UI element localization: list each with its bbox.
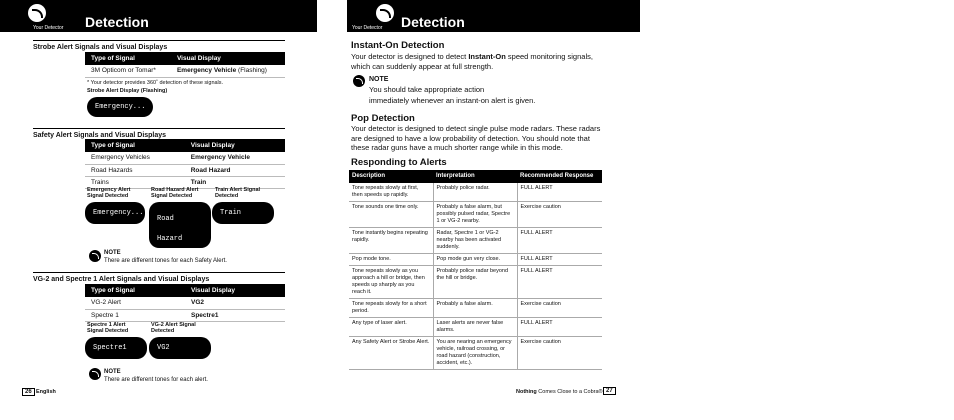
cell: Emergency Vehicles	[85, 152, 185, 164]
page-title: Detection	[401, 14, 465, 30]
col-header: Description	[349, 170, 433, 183]
strobe-display: Emergency...	[87, 97, 153, 117]
table-row	[349, 202, 602, 228]
footer-bold: Nothing	[516, 389, 537, 395]
note-heading: NOTE	[104, 250, 121, 256]
instant-on-body	[351, 52, 606, 71]
cell-bold: Road Hazard	[190, 166, 231, 174]
table-cell: Exercise caution	[517, 202, 602, 228]
table-cell: Tone repeats slowly at first, then speeds up rapidly.	[349, 183, 433, 202]
display-label: Road Hazard Alert Signal Detected	[151, 187, 199, 199]
display-label: Train Alert Signal Detected	[215, 187, 261, 199]
table-row	[349, 254, 602, 266]
table-cell: Pop mode tone.	[349, 254, 433, 266]
cell	[171, 65, 285, 77]
table-cell: FULL ALERT	[517, 228, 602, 254]
left-header	[0, 0, 317, 32]
safety-table	[85, 139, 285, 189]
table-row	[85, 164, 285, 176]
table-cell: Tone repeats slowly as you approach a hill or bridge, then speeds up sharply as you reach it.	[349, 266, 433, 299]
header-subtitle: Your Detector	[352, 25, 383, 31]
col-header: Type of Signal	[85, 52, 171, 65]
responding-title: Responding to Alerts	[351, 157, 447, 168]
road-hazard-display	[149, 202, 211, 248]
table-row	[349, 299, 602, 318]
col-header: Type of Signal	[85, 139, 185, 152]
page-number: 26	[22, 388, 35, 396]
vg2-section-title: VG-2 and Spectre 1 Alert Signals and Visual Displays	[33, 272, 285, 283]
cell	[185, 297, 285, 309]
table-row	[85, 152, 285, 164]
col-header: Visual Display	[185, 139, 285, 152]
table-row	[349, 228, 602, 254]
note-heading: NOTE	[104, 369, 121, 375]
instant-on-title: Instant-On Detection	[351, 40, 445, 51]
table-cell: Probably a false alarm.	[433, 299, 517, 318]
note-body: You should take appropriate action	[369, 85, 485, 94]
right-header	[347, 0, 640, 32]
cell-extra: (Flashing)	[236, 67, 267, 75]
text: speed monitoring signals, which can suddenly appear at full strength.	[351, 52, 593, 71]
pop-body: Your detector is designed to detect single pulse mode radars. These radars are designed to have a low probability of detection. You should note that these radar guns have a much shorter range while in this mode.	[351, 124, 601, 152]
header-subtitle: Your Detector	[33, 25, 64, 31]
note-body: There are different tones for each alert.	[104, 377, 208, 383]
strobe-display-label: Strobe Alert Display (Flashing)	[87, 88, 168, 94]
table-cell: Exercise caution	[517, 299, 602, 318]
table-row	[349, 266, 602, 299]
table-cell: FULL ALERT	[517, 318, 602, 337]
footer-language: English	[36, 389, 56, 395]
table-cell: Probably police radar.	[433, 183, 517, 202]
cell	[185, 164, 285, 176]
cell: Road Hazards	[85, 164, 185, 176]
note-body: There are different tones for each Safety Alert.	[104, 258, 227, 264]
cell-bold: Emergency Vehicle	[190, 154, 250, 162]
col-header: Visual Display	[171, 52, 285, 65]
note-icon	[89, 250, 101, 262]
text-bold: Instant-On	[468, 52, 506, 61]
table-cell: Any Safety Alert or Strobe Alert.	[349, 337, 433, 370]
footer-tagline	[516, 389, 603, 395]
cell-bold: Emergency Vehicle	[176, 67, 237, 75]
col-header: Recommended Response	[517, 170, 602, 183]
response-table	[349, 170, 602, 370]
vg2-table	[85, 284, 285, 322]
col-header: Visual Display	[185, 284, 285, 297]
page-number: 27	[603, 387, 616, 395]
table-cell: Exercise caution	[517, 337, 602, 370]
display-line: Road	[157, 215, 174, 223]
table-cell: Tone instantly begins repeating rapidly.	[349, 228, 433, 254]
cell	[185, 309, 285, 321]
display-label: Emergency Alert Signal Detected	[87, 187, 131, 199]
display-line: Hazard	[157, 235, 183, 243]
table-cell: FULL ALERT	[517, 266, 602, 299]
cell: Spectre 1	[85, 309, 185, 321]
table-cell: FULL ALERT	[517, 254, 602, 266]
strobe-table	[85, 52, 285, 78]
text: Your detector is designed to detect	[351, 52, 469, 61]
cell-bold: Spectre1	[190, 311, 219, 319]
note-icon	[89, 368, 101, 380]
page-title: Detection	[85, 14, 149, 30]
table-row	[85, 65, 285, 77]
note-body: immediately whenever an instant-on alert is given.	[369, 96, 536, 105]
cobra-logo-icon	[376, 4, 394, 22]
vg2-display: VG2	[149, 337, 211, 359]
table-row	[85, 309, 285, 321]
strobe-footnote: * Your detector provides 360˚ detection of these signals.	[87, 80, 224, 86]
table-cell: You are nearing an emergency vehicle, railroad crossing, or road hazard (construction, accident, etc.).	[433, 337, 517, 370]
table-cell: Probably a false alarm, but possibly pulsed radar, Spectre 1 or VG-2 nearby.	[433, 202, 517, 228]
table-cell: Tone sounds one time only.	[349, 202, 433, 228]
pop-title: Pop Detection	[351, 113, 415, 124]
cell: Trains	[85, 176, 185, 188]
table-cell: Tone repeats slowly for a short period.	[349, 299, 433, 318]
col-header: Type of Signal	[85, 284, 185, 297]
cell: 3M Opticom or Tomar*	[85, 65, 171, 77]
col-header: Interpretation	[433, 170, 517, 183]
emergency-display: Emergency...	[85, 202, 145, 224]
table-cell: Pop mode gun very close.	[433, 254, 517, 266]
spectre1-display: Spectre1	[85, 337, 147, 359]
table-cell: Laser alerts are never false alarms.	[433, 318, 517, 337]
cell-bold: Train	[190, 178, 207, 186]
note-heading: NOTE	[369, 76, 389, 83]
train-display: Train	[212, 202, 274, 224]
display-label: VG-2 Alert Signal Detected	[151, 322, 196, 334]
table-cell: Probably police radar beyond the hill or bridge.	[433, 266, 517, 299]
cell	[185, 152, 285, 164]
table-cell: Radar, Spectre 1 or VG-2 nearby has been activated suddenly.	[433, 228, 517, 254]
cobra-logo-icon	[28, 4, 46, 22]
table-row	[349, 318, 602, 337]
strobe-section-title: Strobe Alert Signals and Visual Displays	[33, 40, 285, 51]
note-icon	[353, 75, 365, 87]
cell: VG-2 Alert	[85, 297, 185, 309]
table-cell: FULL ALERT	[517, 183, 602, 202]
footer-text: Comes Close to a Cobra®	[536, 389, 603, 395]
table-cell: Any type of laser alert.	[349, 318, 433, 337]
table-row	[85, 297, 285, 309]
safety-section-title: Safety Alert Signals and Visual Displays	[33, 128, 285, 139]
display-label: Spectre 1 Alert Signal Detected	[87, 322, 129, 334]
table-row	[349, 183, 602, 202]
cell-bold: VG2	[190, 299, 204, 307]
table-row	[349, 337, 602, 370]
